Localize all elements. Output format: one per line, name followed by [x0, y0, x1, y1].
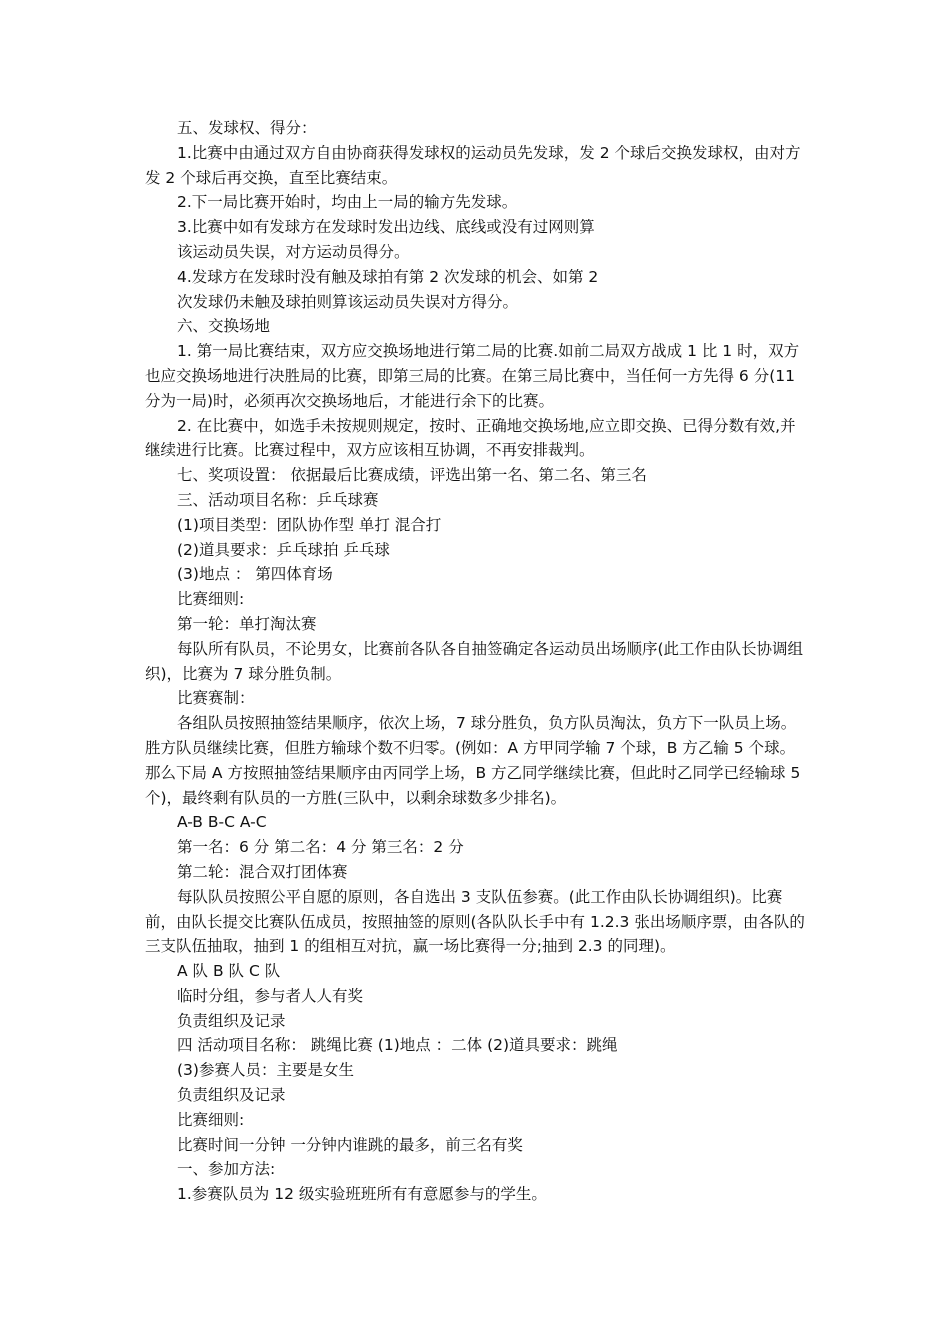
paragraph: 负责组织及记录: [177, 1011, 286, 1030]
paragraph: 第一名：6 分 第二名：4 分 第三名：2 分: [177, 838, 464, 857]
paragraph: 六、交换场地: [177, 317, 271, 336]
paragraph: 1. 第一局比赛结束，双方应交换场地进行第二局的比赛.如前二局双方战成 1 比 1 时，双方也应交换场地进行决胜局的比赛，即第三局的比赛。在第三局比赛中，当任何一方先得 6 分(11 分为一局)时，必须再次交换场地后，才能进行余下的比赛。: [145, 342, 800, 410]
paragraph: 比赛时间一分钟 一分钟内谁跳的最多，前三名有奖: [177, 1135, 523, 1154]
paragraph: 第一轮：单打淘汰赛: [177, 614, 317, 633]
paragraph: 各组队员按照抽签结果顺序，依次上场，7 球分胜负，负方队员淘汰，负方下一队员上场。胜方队员继续比赛，但胜方输球个数不归零。(例如：A 方甲同学输 7 个球，B 方乙输 5 个球。那么下局 A 方按照抽签结果顺序由丙同学上场，B 方乙同学继续比赛，但此时乙同学已经输球 5 个)，最终剩有队员的一方胜(三队中，以剩余球数多少排名)。: [145, 714, 801, 807]
paragraph: (3)地点 ： 第四体育场: [177, 565, 333, 584]
paragraph: 三、活动项目名称：乒乓球赛: [177, 490, 379, 509]
paragraph: 七、奖项设置： 依据最后比赛成绩，评选出第一名、第二名、第三名: [177, 466, 647, 485]
paragraph: 负责组织及记录: [177, 1086, 286, 1105]
paragraph: A 队 B 队 C 队: [177, 962, 281, 981]
paragraph: 每队所有队员，不论男女，比赛前各队各自抽签确定各运动员出场顺序(此工作由队长协调组织)，比赛为 7 球分胜负制。: [145, 639, 804, 683]
paragraph: A-B B-C A-C: [177, 813, 267, 832]
paragraph: (2)道具要求：乒乓球拍 乒乓球: [177, 540, 390, 559]
paragraph: 比赛细则:: [177, 1110, 245, 1129]
paragraph: 该运动员失误，对方运动员得分。: [177, 242, 410, 261]
paragraph: 次发球仍未触及球拍则算该运动员失误对方得分。: [177, 292, 519, 311]
paragraph: 第二轮：混合双打团体赛: [177, 862, 348, 881]
paragraph: 五、发球权、得分：: [177, 119, 317, 137]
paragraph: 4.发球方在发球时没有触及球拍有第 2 次发球的机会、如第 2: [177, 267, 599, 286]
paragraph: 四 活动项目名称： 跳绳比赛 (1)地点 ：二体 (2)道具要求：跳绳: [177, 1036, 618, 1055]
paragraph: (1)项目类型：团队协作型 单打 混合打: [177, 515, 442, 534]
paragraph: 一、参加方法:: [177, 1160, 276, 1179]
paragraph: 1.比赛中由通过双方自由协商获得发球权的运动员先发球，发 2 个球后交换发球权，由对方发 2 个球后再交换，直至比赛结束。: [145, 143, 801, 187]
paragraph: 比赛细则:: [177, 590, 245, 609]
paragraph: 比赛赛制：: [177, 689, 255, 708]
paragraph: (3)参赛人员：主要是女生: [177, 1061, 354, 1080]
paragraph: 每队队员按照公平自愿的原则，各自选出 3 支队伍参赛。(此工作由队长协调组织)。比赛前，由队长提交比赛队伍成员，按照抽签的原则(各队队长手中有 1.2.3 张出场顺序票，由各队的三支队伍抽取，抽到 1 的组相互对抗，赢一场比赛得一分;抽到 2.3 的同理)。: [145, 887, 805, 956]
paragraph: 1.参赛队员为 12 级实验班班所有有意愿参与的学生。: [177, 1185, 547, 1204]
paragraph: 3.比赛中如有发球方在发球时发出边线、底线或没有过网则算: [177, 218, 595, 237]
paragraph: 2.下一局比赛开始时，均由上一局的输方先发球。: [177, 193, 518, 212]
document-body: [145, 116, 810, 1207]
paragraph: 临时分组，参与者人人有奖: [177, 986, 364, 1005]
paragraph: 2. 在比赛中，如选手未按规则规定，按时、正确地交换场地,应立即交换、已得分数有效,并继续进行比赛。比赛过程中，双方应该相互协调，不再安排裁判。: [145, 416, 796, 460]
